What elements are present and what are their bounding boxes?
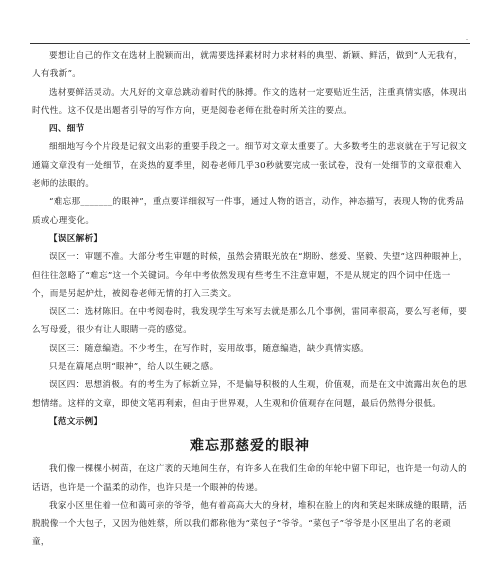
header-rule <box>30 43 470 44</box>
article-title: 难忘那慈爱的眼神 <box>190 438 310 455</box>
paragraph-mistake-2: 误区二：选材陈旧。在中考阅卷时，我发现学生写来写去就是那么几个事例，雷同率很高，要么写老师，要么写母爱，很少有让人眼睛一亮的感觉。 <box>32 307 468 336</box>
paragraph-selection-vivid: 选材要鲜活灵动。大凡好的文章总跳动着时代的脉搏。作文的选材一定要贴近生活，注重真情实感，体现出时代性。这不仅是出题者引导的写作方向，更是阅卷老师在批卷时所关注的要点。 <box>32 87 468 116</box>
paragraph-article-1: 我们像一棵棵小树苗，在这广袤的天地间生存，有许多人在我们生命的年轮中留下印记，也许是一句动人的话语，也许是一个温柔的动作，也许只是一个眼神的传递。 <box>32 464 468 493</box>
document-body <box>32 47 468 552</box>
paragraph-details: 细细地写今个片段是记叙文出彩的重要手段之一。细节对文章太重要了。大多数考生的悲哀就在于写记叙文通篇文章没有一处细节，在炎热的夏季里，阅卷老师几乎30秒就要完成一张试卷，没有一处细节的文章很难入老师的法眼的。 <box>32 142 468 190</box>
paragraph-mistake-3-cont: 只是在篇尾点明“眼神”，给人以生硬之感。 <box>49 362 219 373</box>
paragraph-mistake-4: 误区四：思想消极。有的考生为了标新立异，不是偏导积极的人生观，价值观，而是在文中流露出灰色的思想情绪。这样的文章，即使文笔再利索，但由于世界观，人生观和价值观存在问题，最后仍然得分很低。 <box>32 380 468 409</box>
section-heading-example: 【范文示例】 <box>49 416 103 427</box>
section-heading-analysis: 【误区解析】 <box>49 233 103 244</box>
header-mark: - <box>465 36 468 43</box>
paragraph-mistake-1: 误区一：审题不准。大部分考生审题的时候，虽然会猜眼光放在“期盼、慈爱、坚毅、失望”这四种眼神上，但往往忽略了“难忘”这一个关键词。今年中考依然发现有些考生不注意审题，不是从规定的四个词中任选一个，而是另起炉灶，被阅卷老师无情的打入三类文。 <box>32 252 468 299</box>
paragraph-article-2: 我家小区里住着一位和蔼可亲的爷爷，他有着高高大大的身材，堆积在脸上的肉和笑起来眯成缝的眼睛，活脱脱像一个大包子，又因为他姓蔡，所以我们都称他为“菜包子”爷爷。“菜包子”爷爷是小区里出了名的老顽童， <box>32 500 468 548</box>
paragraph-selection-novelty: 要想让自己的作文在选材上脱颖而出，就需要选择素材时力求材料的典型、新颖、鲜活，做到“人无我有，人有我新”。 <box>32 51 463 80</box>
paragraph-topic-prompt: “难忘那_______的眼神”，重点要详细叙写一件事，通过人物的语言，动作，神态描写，表现人物的优秀品质或心理变化。 <box>32 197 465 226</box>
section-heading-details: 四、细节 <box>49 124 85 135</box>
paragraph-mistake-3: 误区三：随意编造。不少考生，在写作时，妄用故事，随意编造，缺少真情实感。 <box>49 343 370 354</box>
